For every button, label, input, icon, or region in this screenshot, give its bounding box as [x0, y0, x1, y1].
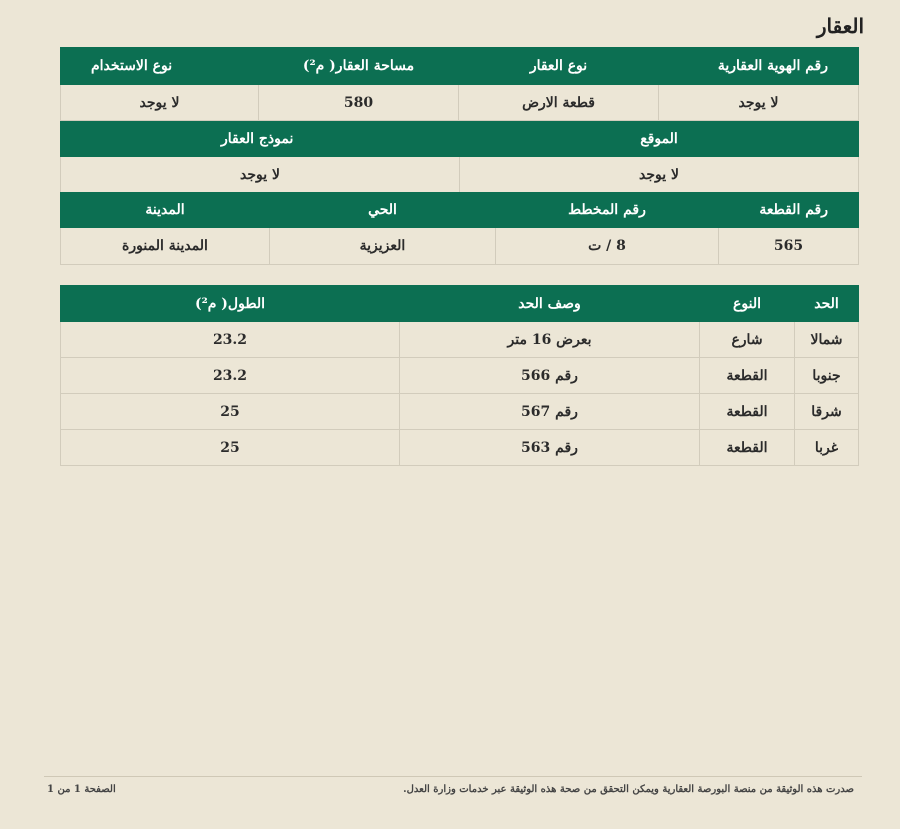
- value-property-area: 580: [259, 85, 459, 121]
- value-location: لا يوجد: [460, 157, 859, 194]
- boundary-type: شارع: [700, 322, 795, 358]
- value-usage-type: لا يوجد: [61, 85, 259, 121]
- header-property-area: مساحة العقار( م²): [259, 48, 459, 85]
- header-plan-number: رقم المخطط: [496, 193, 719, 228]
- header-property-model: نموذج العقار: [61, 122, 460, 157]
- table-row: [61, 394, 859, 430]
- table-row: [61, 322, 859, 358]
- value-district: العزيزية: [270, 228, 496, 265]
- header-boundary-type: النوع: [700, 286, 795, 322]
- page-title: العقار: [816, 14, 864, 38]
- table-row: [61, 358, 859, 394]
- boundary-direction: غربا: [795, 430, 859, 466]
- boundary-type: القطعة: [700, 430, 795, 466]
- table-row: [61, 430, 859, 466]
- plot-info-value-row: [61, 228, 859, 265]
- boundary-description: رقم 567: [400, 394, 700, 430]
- boundary-direction: شرقا: [795, 394, 859, 430]
- value-city: المدينة المنورة: [61, 228, 270, 265]
- header-boundary: الحد: [795, 286, 859, 322]
- property-info-header-row: [61, 48, 859, 85]
- boundary-length: 23.2: [61, 322, 400, 358]
- location-info-value-row: [61, 157, 859, 194]
- header-usage-type: نوع الاستخدام: [61, 48, 259, 85]
- header-boundary-length: الطول( م²): [61, 286, 400, 322]
- header-district: الحي: [270, 193, 496, 228]
- value-property-type: قطعة الارض: [459, 85, 659, 121]
- footer-divider: [44, 776, 862, 777]
- boundary-direction: جنوبا: [795, 358, 859, 394]
- header-plot-number: رقم القطعة: [719, 193, 859, 228]
- header-boundary-description: وصف الحد: [400, 286, 700, 322]
- location-info-header-row: [61, 122, 859, 157]
- page-number: الصفحة 1 من 1: [47, 784, 116, 795]
- boundary-description: بعرض 16 متر: [400, 322, 700, 358]
- boundary-type: القطعة: [700, 358, 795, 394]
- property-info-value-row: [61, 85, 859, 121]
- boundaries-header-row: [61, 286, 859, 322]
- boundary-type: القطعة: [700, 394, 795, 430]
- location-info-table: [60, 121, 859, 194]
- plot-info-table: [60, 192, 859, 265]
- value-property-id: لا يوجد: [659, 85, 859, 121]
- boundary-length: 23.2: [61, 358, 400, 394]
- footer-note: صدرت هذه الوثيقة من منصة البورصة العقارية ويمكن التحقق من صحة هذه الوثيقة عبر خدمات وزارة العدل.: [403, 784, 854, 795]
- boundaries-table: [60, 285, 859, 466]
- value-property-model: لا يوجد: [61, 157, 460, 194]
- boundary-length: 25: [61, 394, 400, 430]
- boundary-description: رقم 566: [400, 358, 700, 394]
- header-city: المدينة: [61, 193, 270, 228]
- plot-info-header-row: [61, 193, 859, 228]
- boundary-length: 25: [61, 430, 400, 466]
- header-property-id: رقم الهوية العقارية: [659, 48, 859, 85]
- boundary-description: رقم 563: [400, 430, 700, 466]
- property-info-table: [60, 47, 859, 121]
- header-property-type: نوع العقار: [459, 48, 659, 85]
- value-plan-number: 8 / ت: [496, 228, 719, 265]
- value-plot-number: 565: [719, 228, 859, 265]
- header-location: الموقع: [460, 122, 859, 157]
- boundary-direction: شمالا: [795, 322, 859, 358]
